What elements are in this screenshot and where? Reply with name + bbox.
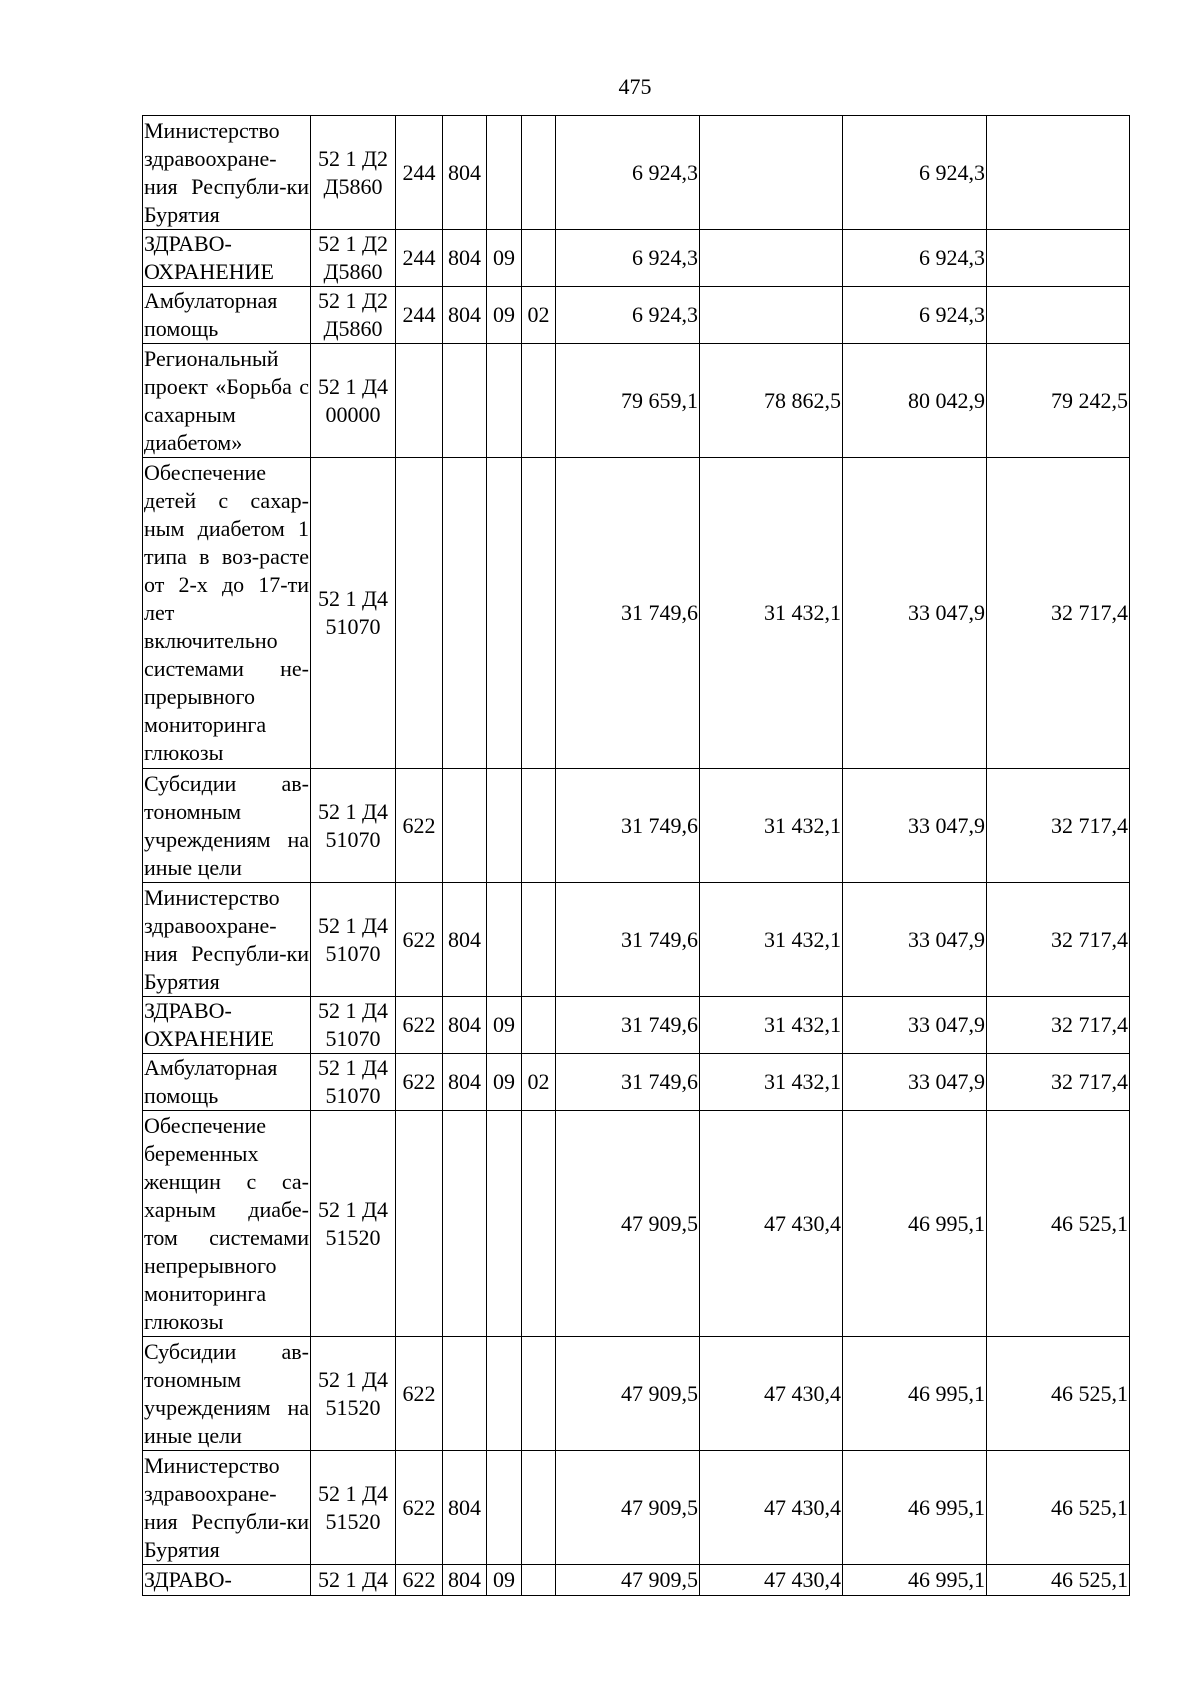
section-cell: 09 [487,997,522,1054]
amount-cell-3: 33 047,9 [843,769,987,883]
table-row [143,769,1130,883]
amount-cell-3: 33 047,9 [843,883,987,997]
amount-cell-3: 33 047,9 [843,1054,987,1111]
target-article-cell: 52 1 Д4 51070 [311,769,396,883]
row-name-cell: Амбулаторная помощь [143,287,311,344]
expense-type-cell: 622 [396,1451,443,1565]
target-article-cell: 52 1 Д2 Д5860 [311,287,396,344]
amount-cell-2: 31 432,1 [700,883,843,997]
ministry-code-cell: 804 [443,1451,487,1565]
table-row [143,344,1130,458]
table-row [143,883,1130,997]
amount-cell-3: 46 995,1 [843,1111,987,1337]
amount-cell-3: 80 042,9 [843,344,987,458]
subsection-cell [522,116,556,230]
subsection-cell [522,344,556,458]
amount-cell-1: 6 924,3 [556,230,700,287]
row-name-cell: Обеспечение беременных женщин с са-харным диабе-том системами непрерывного мониторинга глюкозы [143,1111,311,1337]
row-name-cell: Субсидии ав-тономным учреждениям на иные цели [143,1337,311,1451]
row-name-cell: Региональный проект «Борьба с сахарным диабетом» [143,344,311,458]
table-row [143,997,1130,1054]
amount-cell-3: 6 924,3 [843,116,987,230]
subsection-cell [522,458,556,769]
amount-cell-4: 79 242,5 [987,344,1130,458]
target-article-cell: 52 1 Д4 51070 [311,997,396,1054]
amount-cell-3: 46 995,1 [843,1565,987,1596]
subsection-cell: 02 [522,1054,556,1111]
expense-type-cell [396,344,443,458]
row-name-cell: Министерство здравоохране-ния Республи-ки Бурятия [143,116,311,230]
section-cell [487,1337,522,1451]
target-article-cell: 52 1 Д4 51070 [311,458,396,769]
amount-cell-3: 6 924,3 [843,287,987,344]
target-article-cell: 52 1 Д4 [311,1565,396,1596]
ministry-code-cell: 804 [443,1565,487,1596]
expense-type-cell: 622 [396,769,443,883]
amount-cell-1: 31 749,6 [556,458,700,769]
amount-cell-4: 46 525,1 [987,1337,1130,1451]
section-cell: 09 [487,230,522,287]
amount-cell-3: 46 995,1 [843,1451,987,1565]
table-row [143,1054,1130,1111]
row-name-cell: Амбулаторная помощь [143,1054,311,1111]
amount-cell-3: 33 047,9 [843,458,987,769]
budget-table [142,115,1130,1596]
table-row [143,287,1130,344]
target-article-cell: 52 1 Д4 51520 [311,1111,396,1337]
section-cell: 09 [487,1565,522,1596]
amount-cell-2: 31 432,1 [700,1054,843,1111]
ministry-code-cell [443,344,487,458]
expense-type-cell: 622 [396,1337,443,1451]
section-cell: 09 [487,287,522,344]
row-name-cell: ЗДРАВО- [143,1565,311,1596]
amount-cell-2: 31 432,1 [700,458,843,769]
target-article-cell: 52 1 Д4 51520 [311,1451,396,1565]
amount-cell-3: 6 924,3 [843,230,987,287]
expense-type-cell [396,458,443,769]
table-row [143,458,1130,769]
section-cell [487,344,522,458]
expense-type-cell: 622 [396,883,443,997]
amount-cell-4: 46 525,1 [987,1451,1130,1565]
amount-cell-2: 78 862,5 [700,344,843,458]
table-row [143,1565,1130,1596]
amount-cell-1: 6 924,3 [556,287,700,344]
ministry-code-cell: 804 [443,997,487,1054]
ministry-code-cell: 804 [443,116,487,230]
subsection-cell: 02 [522,287,556,344]
amount-cell-4 [987,287,1130,344]
amount-cell-2: 47 430,4 [700,1451,843,1565]
subsection-cell [522,997,556,1054]
target-article-cell: 52 1 Д2 Д5860 [311,230,396,287]
expense-type-cell: 622 [396,997,443,1054]
subsection-cell [522,1451,556,1565]
ministry-code-cell [443,1337,487,1451]
section-cell [487,458,522,769]
ministry-code-cell [443,458,487,769]
target-article-cell: 52 1 Д4 51520 [311,1337,396,1451]
row-name-cell: Министерство здравоохране-ния Республи-ки Бурятия [143,1451,311,1565]
section-cell [487,769,522,883]
amount-cell-1: 6 924,3 [556,116,700,230]
amount-cell-3: 46 995,1 [843,1337,987,1451]
expense-type-cell: 622 [396,1054,443,1111]
expense-type-cell: 622 [396,1565,443,1596]
subsection-cell [522,230,556,287]
amount-cell-1: 31 749,6 [556,769,700,883]
page-number: 475 [618,74,652,99]
amount-cell-2: 31 432,1 [700,769,843,883]
ministry-code-cell: 804 [443,883,487,997]
amount-cell-2: 47 430,4 [700,1565,843,1596]
section-cell: 09 [487,1054,522,1111]
amount-cell-2 [700,287,843,344]
ministry-code-cell: 804 [443,287,487,344]
amount-cell-4: 32 717,4 [987,997,1130,1054]
target-article-cell: 52 1 Д4 00000 [311,344,396,458]
amount-cell-4: 46 525,1 [987,1111,1130,1337]
target-article-cell: 52 1 Д2 Д5860 [311,116,396,230]
amount-cell-1: 47 909,5 [556,1111,700,1337]
section-cell [487,116,522,230]
amount-cell-2 [700,230,843,287]
amount-cell-4: 32 717,4 [987,769,1130,883]
expense-type-cell: 244 [396,230,443,287]
table-row [143,1111,1130,1337]
amount-cell-1: 79 659,1 [556,344,700,458]
amount-cell-1: 31 749,6 [556,883,700,997]
amount-cell-1: 31 749,6 [556,1054,700,1111]
table-row [143,116,1130,230]
amount-cell-4: 32 717,4 [987,458,1130,769]
amount-cell-1: 47 909,5 [556,1337,700,1451]
amount-cell-4 [987,116,1130,230]
row-name-cell: ЗДРАВО-ОХРАНЕНИЕ [143,230,311,287]
section-cell [487,1451,522,1565]
expense-type-cell: 244 [396,116,443,230]
subsection-cell [522,1337,556,1451]
subsection-cell [522,1111,556,1337]
section-cell [487,1111,522,1337]
amount-cell-4: 46 525,1 [987,1565,1130,1596]
amount-cell-2: 47 430,4 [700,1111,843,1337]
subsection-cell [522,883,556,997]
amount-cell-4: 32 717,4 [987,1054,1130,1111]
subsection-cell [522,1565,556,1596]
target-article-cell: 52 1 Д4 51070 [311,1054,396,1111]
subsection-cell [522,769,556,883]
row-name-cell: ЗДРАВО-ОХРАНЕНИЕ [143,997,311,1054]
target-article-cell: 52 1 Д4 51070 [311,883,396,997]
amount-cell-4 [987,230,1130,287]
amount-cell-3: 33 047,9 [843,997,987,1054]
amount-cell-2: 31 432,1 [700,997,843,1054]
table-row [143,230,1130,287]
expense-type-cell [396,1111,443,1337]
row-name-cell: Обеспечение детей с сахар-ным диабетом 1 типа в воз-расте от 2-х до 17-ти лет включительно системами не-прерывного мониторинга глюкозы [143,458,311,769]
row-name-cell: Министерство здравоохране-ния Республи-ки Бурятия [143,883,311,997]
amount-cell-2: 47 430,4 [700,1337,843,1451]
ministry-code-cell [443,1111,487,1337]
amount-cell-1: 31 749,6 [556,997,700,1054]
ministry-code-cell [443,769,487,883]
amount-cell-1: 47 909,5 [556,1565,700,1596]
amount-cell-1: 47 909,5 [556,1451,700,1565]
expense-type-cell: 244 [396,287,443,344]
amount-cell-2 [700,116,843,230]
ministry-code-cell: 804 [443,230,487,287]
table-row [143,1337,1130,1451]
amount-cell-4: 32 717,4 [987,883,1130,997]
section-cell [487,883,522,997]
table-row [143,1451,1130,1565]
ministry-code-cell: 804 [443,1054,487,1111]
row-name-cell: Субсидии ав-тономным учреждениям на иные цели [143,769,311,883]
